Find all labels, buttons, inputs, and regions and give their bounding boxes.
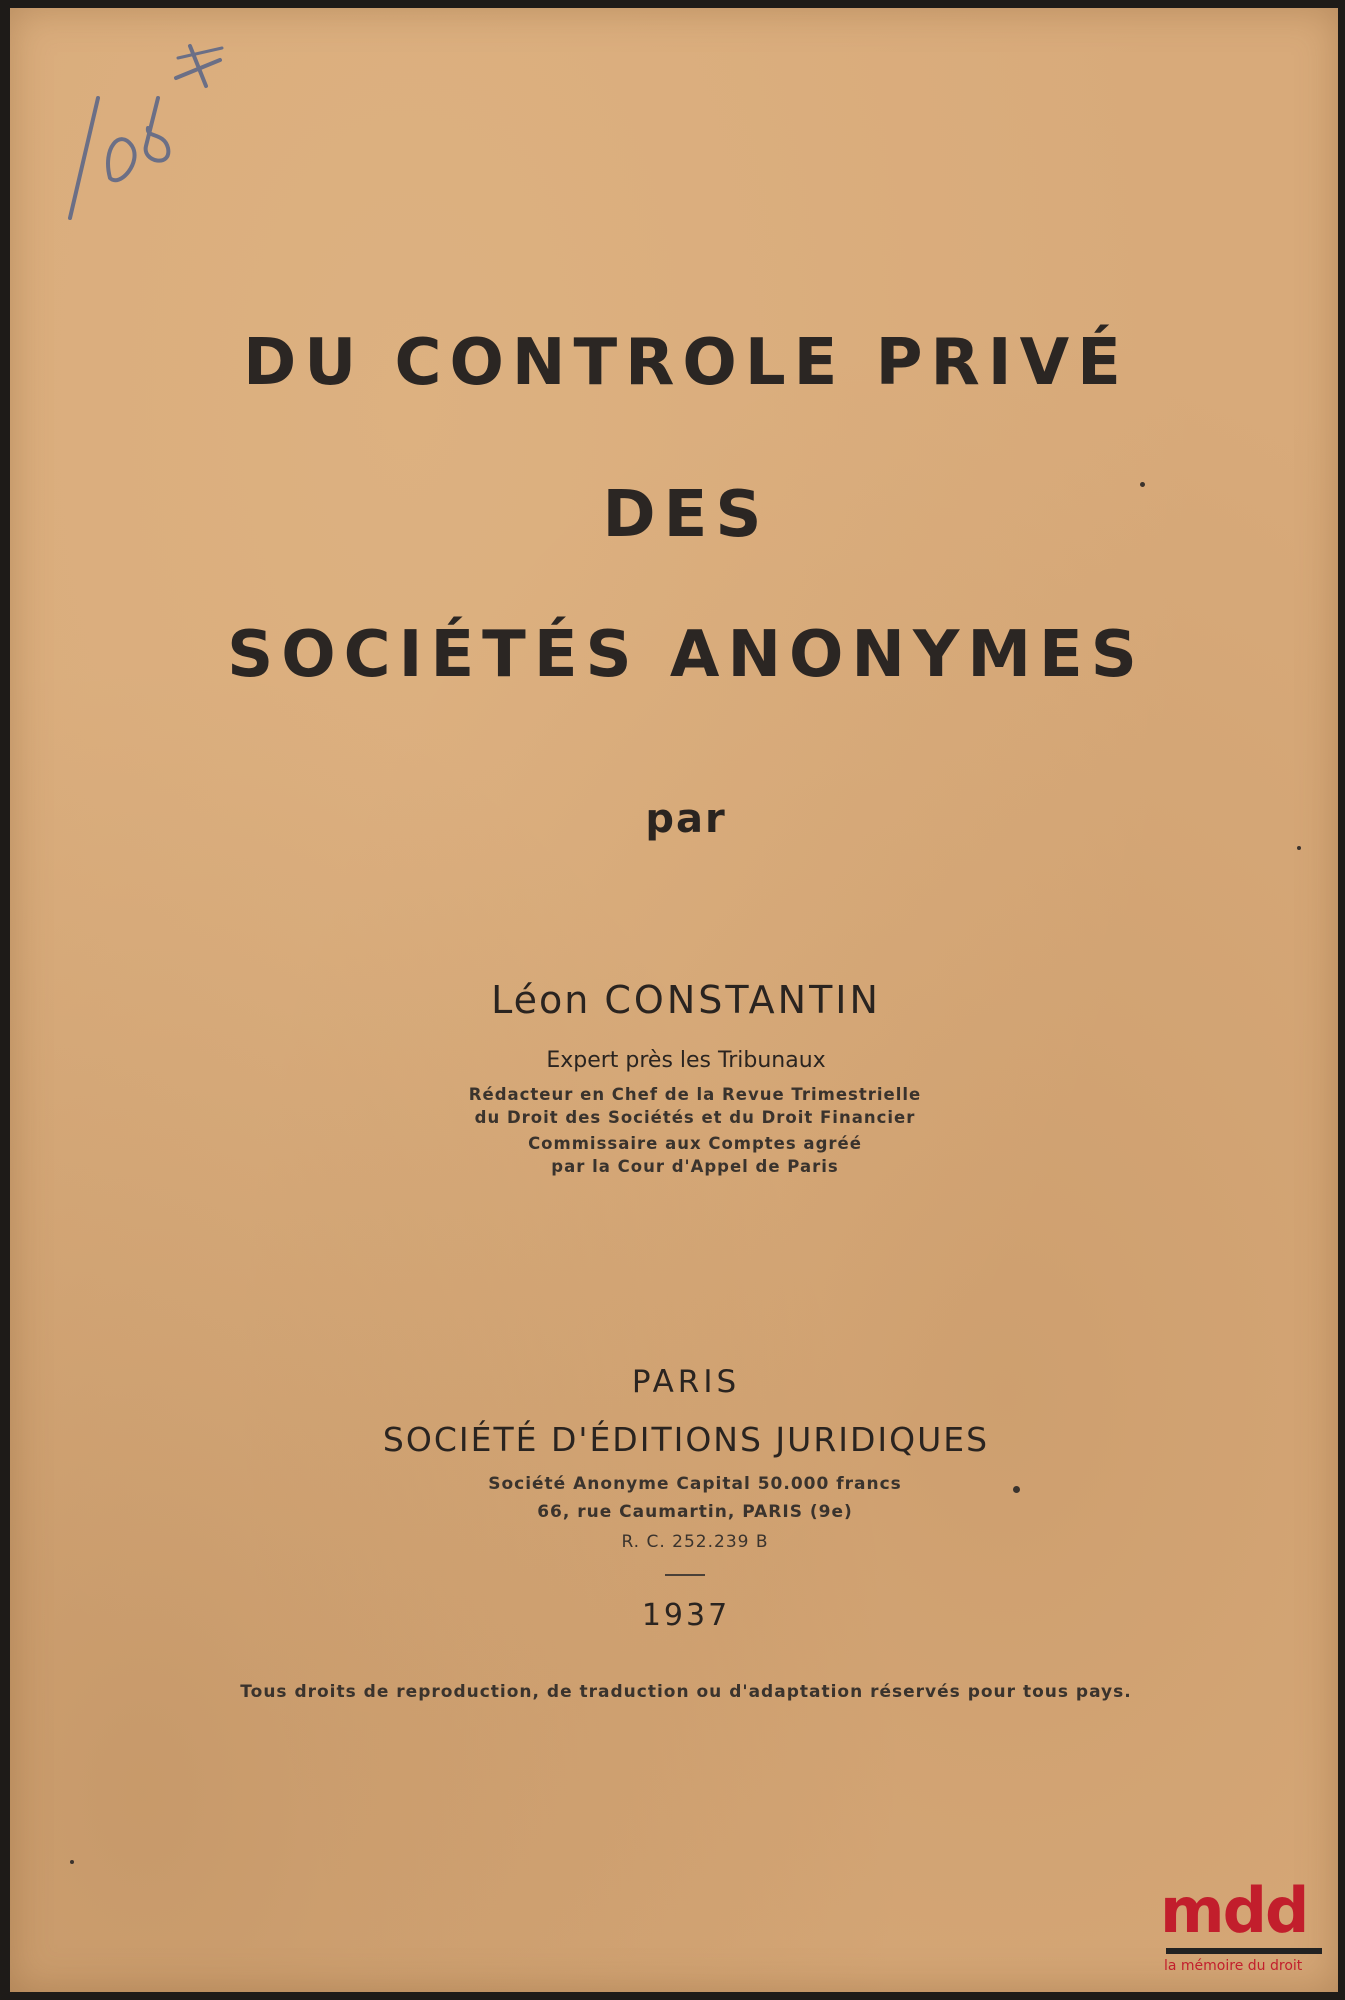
speck	[70, 1860, 74, 1864]
publisher-address: 66, rue Caumartin, PARIS (9e)	[537, 1502, 853, 1522]
author-first-name: Léon	[491, 978, 591, 1022]
author-role-expert: Expert près les Tribunaux	[546, 1048, 826, 1073]
by-label: par	[645, 796, 727, 842]
publication-city: PARIS	[631, 1364, 741, 1400]
speck	[1013, 1486, 1020, 1493]
author-last-name: CONSTANTIN	[604, 978, 881, 1022]
divider	[665, 1574, 705, 1576]
role-line: par la Cour d'Appel de Paris	[551, 1157, 839, 1176]
publisher-registry: R. C. 252.239 B	[621, 1532, 769, 1552]
author-name	[22, 978, 1345, 1022]
logo-tagline: la mémoire du droit	[1164, 1958, 1303, 1974]
role-line: Commissaire aux Comptes agréé	[528, 1134, 862, 1153]
speck	[1297, 846, 1301, 850]
author-role-auditor	[465, 1132, 925, 1178]
title-line-3: SOCIÉTÉS ANONYMES	[227, 618, 1145, 692]
publication-year: 1937	[641, 1598, 731, 1633]
handwritten-annotation	[50, 28, 230, 228]
publisher-name: SOCIÉTÉ D'ÉDITIONS JURIDIQUES	[382, 1420, 990, 1459]
rights-notice: Tous droits de reproduction, de traduction ou d'adaptation réservés pour tous pays.	[240, 1682, 1132, 1702]
logo-mark: mdd	[1160, 1874, 1308, 1947]
role-line: Rédacteur en Chef de la Revue Trimestrielle	[468, 1085, 922, 1104]
logo-underline	[1166, 1948, 1322, 1954]
publisher-capital: Société Anonyme Capital 50.000 francs	[488, 1474, 902, 1494]
title-line-2: DES	[602, 478, 770, 552]
speck	[1140, 482, 1145, 487]
book-cover	[10, 8, 1338, 1992]
role-line: du Droit des Sociétés et du Droit Financier	[474, 1108, 916, 1127]
mdd-logo	[1160, 1876, 1330, 1988]
title-line-1: DU CONTROLE PRIVÉ	[243, 326, 1129, 400]
author-role-editor	[465, 1083, 925, 1129]
